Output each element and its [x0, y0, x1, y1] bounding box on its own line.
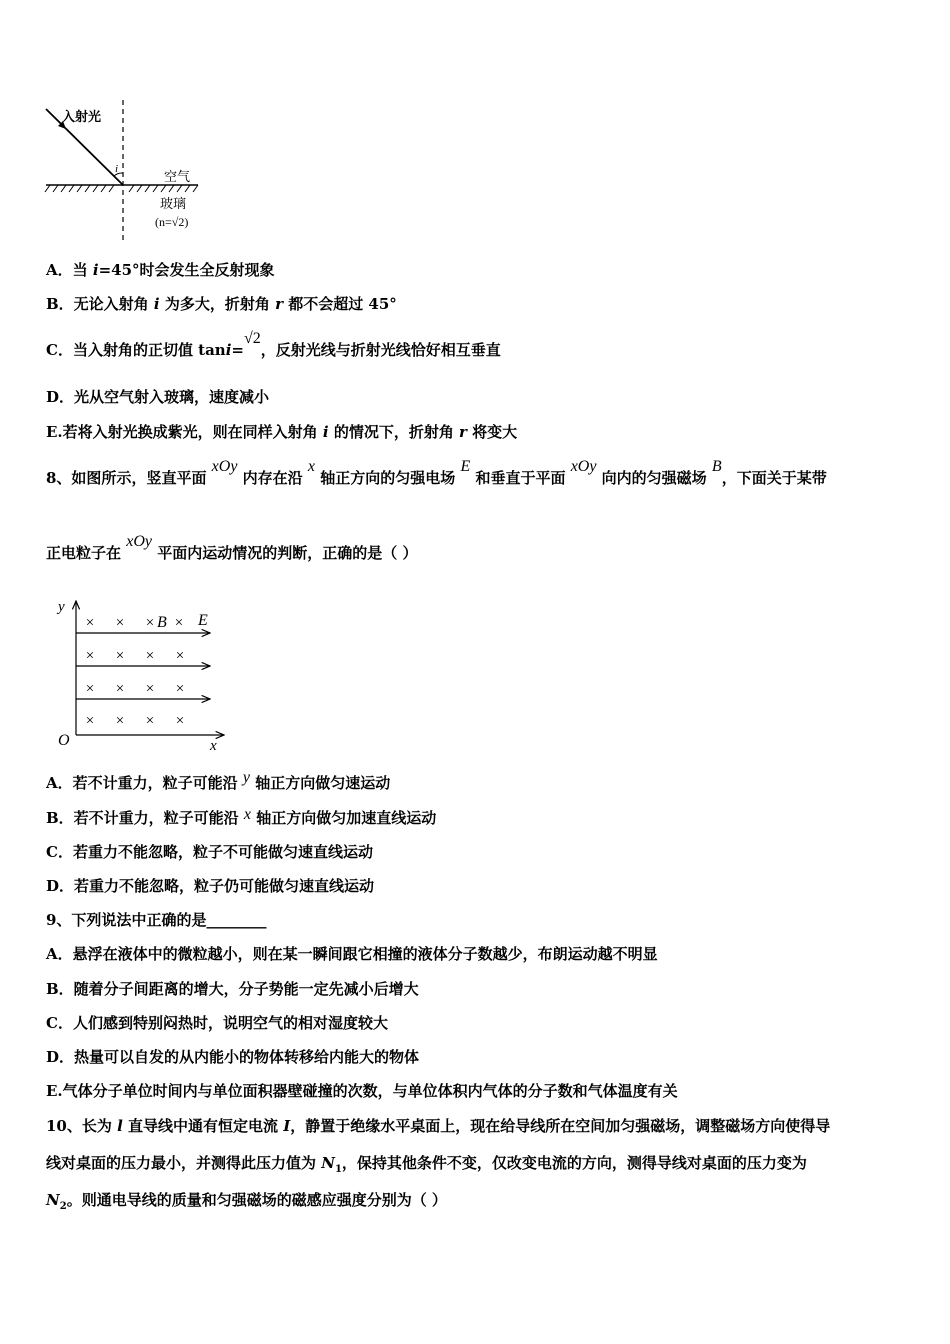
y-axis-label: y: [58, 599, 65, 615]
q9-option-e: E.气体分子单位时间内与单位面积器壁碰撞的次数，与单位体积内气体的分子数和气体温度有关: [46, 1082, 678, 1100]
q10-stem-line1: 10、长为 l 直导线中通有恒定电流 I，静置于绝缘水平桌面上，现在给导线所在空间加匀强磁场，调整磁场方向使得导: [46, 1117, 831, 1135]
svg-text:×: ×: [115, 648, 125, 664]
refraction-figure: [40, 95, 220, 250]
refractive-index-label: (n=√2): [155, 215, 189, 229]
q8-stem-line1: 8、如图所示，竖直平面 xOy 内存在沿 x 轴正方向的匀强电场 E 和垂直于平面 xOy 向内的匀强磁场 B，下面关于某带: [46, 458, 827, 487]
svg-text:×: ×: [85, 681, 95, 697]
glass-label: 玻璃: [160, 196, 187, 211]
e-field-label: E: [198, 612, 208, 629]
angle-i-label: i: [115, 163, 119, 175]
q10-stem-line2: 线对桌面的压力最小，并测得此压力值为 $N_1$，保持其他条件不变，仅改变电流的方向，测得导线对桌面的压力变为: [46, 1154, 807, 1175]
svg-text:×: ×: [145, 615, 155, 631]
q9-option-a: A．悬浮在液体中的微粒越小，则在某一瞬间跟它相撞的液体分子数越少，布朗运动越不明显: [46, 945, 658, 963]
b-field-label: B: [157, 614, 167, 631]
air-label: 空气: [164, 169, 191, 184]
q8-stem-line2: 正电粒子在 xOy 平面内运动情况的判断，正确的是（ ）: [46, 533, 418, 562]
q7-option-c: C．当入射角的正切值 tani=√2，反射光线与折射光线恰好相互垂直: [46, 330, 501, 359]
incident-light-label: 入射光: [62, 109, 102, 124]
svg-text:×: ×: [175, 713, 185, 729]
q9-option-d: D．热量可以自发的从内能小的物体转移给内能大的物体: [46, 1048, 420, 1066]
q7-option-a: A．当 i=45°时会发生全反射现象: [46, 261, 275, 279]
svg-text:×: ×: [145, 713, 155, 729]
q7-option-b: B．无论入射角 i 为多大，折射角 r 都不会超过 45°: [46, 295, 397, 313]
svg-text:×: ×: [175, 648, 185, 664]
svg-text:×: ×: [174, 615, 184, 631]
origin-label: O: [58, 732, 70, 749]
svg-text:×: ×: [85, 648, 95, 664]
q8-option-a: A．若不计重力，粒子可能沿 y 轴正方向做匀速运动: [46, 769, 391, 792]
q10-stem-line3: $N_2$。则通电导线的质量和匀强磁场的磁感应强度分别为（ ）: [46, 1191, 447, 1212]
q8-option-b: B．若不计重力，粒子可能沿 x 轴正方向做匀加速直线运动: [46, 806, 437, 827]
svg-text:×: ×: [115, 681, 125, 697]
q9-stem: 9、下列说法中正确的是________: [46, 911, 267, 929]
q9-option-c: C．人们感到特别闷热时，说明空气的相对湿度较大: [46, 1014, 388, 1032]
q7-option-d: D．光从空气射入玻璃，速度减小: [46, 388, 270, 406]
q9-option-b: B．随着分子间距离的增大，分子势能一定先减小后增大: [46, 980, 419, 998]
q8-option-c: C．若重力不能忽略，粒子不可能做匀速直线运动: [46, 843, 373, 861]
x-axis-label: x: [210, 738, 217, 754]
svg-text:×: ×: [115, 713, 125, 729]
svg-text:×: ×: [85, 615, 95, 631]
q8-option-d: D．若重力不能忽略，粒子仍可能做匀速直线运动: [46, 877, 375, 895]
svg-text:×: ×: [115, 615, 125, 631]
field-figure: [52, 595, 232, 755]
svg-text:×: ×: [145, 681, 155, 697]
q7-option-e: E.若将入射光换成紫光，则在同样入射角 i 的情况下，折射角 r 将变大: [46, 423, 518, 441]
magnetic-field-crosses: [86, 615, 184, 729]
svg-text:×: ×: [85, 713, 95, 729]
svg-text:×: ×: [145, 648, 155, 664]
svg-text:×: ×: [175, 681, 185, 697]
